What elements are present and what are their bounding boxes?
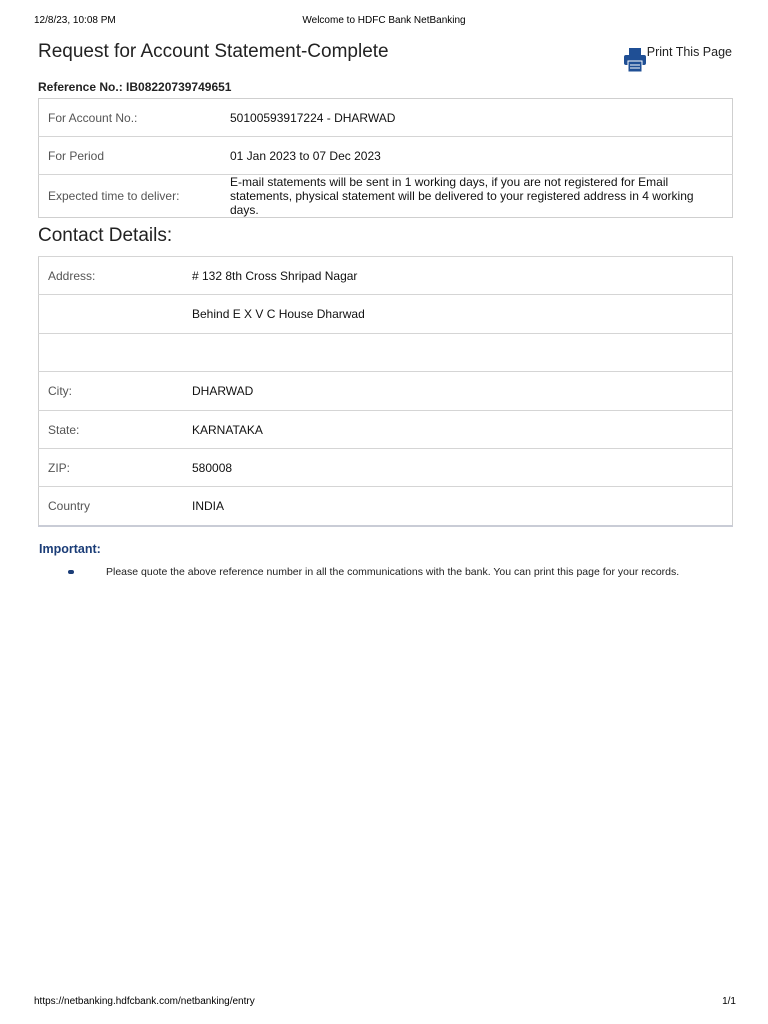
address-line-1: # 132 8th Cross Shripad Nagar bbox=[184, 257, 733, 295]
address-label: Address: bbox=[39, 257, 185, 295]
state-value: KARNATAKA bbox=[184, 411, 733, 449]
country-value: INDIA bbox=[184, 487, 733, 526]
important-heading: Important: bbox=[39, 542, 101, 556]
period-value: 01 Jan 2023 to 07 Dec 2023 bbox=[222, 137, 733, 175]
reference-number: Reference No.: IB08220739749651 bbox=[38, 80, 232, 94]
print-header bbox=[34, 15, 734, 29]
print-page-title: Welcome to HDFC Bank NetBanking bbox=[302, 15, 466, 26]
address-line-3-label bbox=[39, 334, 185, 372]
delivery-time-label: Expected time to deliver: bbox=[39, 175, 223, 218]
account-number-value: 50100593917224 - DHARWAD bbox=[230, 110, 396, 125]
print-page-label: Print This Page bbox=[646, 45, 732, 59]
page-url: https://netbanking.hdfcbank.com/netbanking/entry bbox=[34, 996, 255, 1007]
zip-value: 580008 bbox=[184, 449, 733, 487]
print-datetime: 12/8/23, 10:08 PM bbox=[34, 15, 116, 26]
table-row bbox=[39, 295, 733, 334]
statement-details-table bbox=[38, 98, 733, 218]
address-line-3 bbox=[184, 334, 733, 372]
bullet-icon bbox=[68, 570, 74, 574]
printer-icon bbox=[623, 45, 647, 73]
zip-label: ZIP: bbox=[39, 449, 185, 487]
contact-details-table bbox=[38, 256, 733, 527]
account-number-label: For Account No.: bbox=[48, 110, 138, 125]
page-title: Request for Account Statement-Complete bbox=[38, 41, 389, 62]
delivery-time-value: E-mail statements will be sent in 1 working days, if you are not registered for Email statements, physical statement will be delivered to your registered address in 4 working days. bbox=[222, 175, 733, 218]
table-row bbox=[39, 411, 733, 449]
table-row bbox=[39, 487, 733, 526]
table-row bbox=[39, 257, 733, 295]
address-line-2: Behind E X V C House Dharwad bbox=[184, 295, 733, 334]
table-row bbox=[39, 99, 733, 137]
print-page-button[interactable] bbox=[623, 45, 732, 73]
table-row bbox=[39, 175, 733, 218]
contact-details-title: Contact Details: bbox=[38, 225, 173, 246]
table-row bbox=[39, 137, 733, 175]
table-row bbox=[39, 372, 733, 411]
address-line-2-label bbox=[39, 295, 185, 334]
print-footer bbox=[34, 996, 736, 1010]
city-label: City: bbox=[39, 372, 185, 411]
state-label: State: bbox=[39, 411, 185, 449]
city-value: DHARWAD bbox=[184, 372, 733, 411]
table-row bbox=[39, 334, 733, 372]
table-row bbox=[39, 449, 733, 487]
period-label: For Period bbox=[39, 137, 223, 175]
page-number: 1/1 bbox=[722, 996, 736, 1007]
country-label: Country bbox=[39, 487, 185, 526]
important-note-text: Please quote the above reference number in all the communications with the bank. You can print this page for your records. bbox=[106, 566, 680, 578]
